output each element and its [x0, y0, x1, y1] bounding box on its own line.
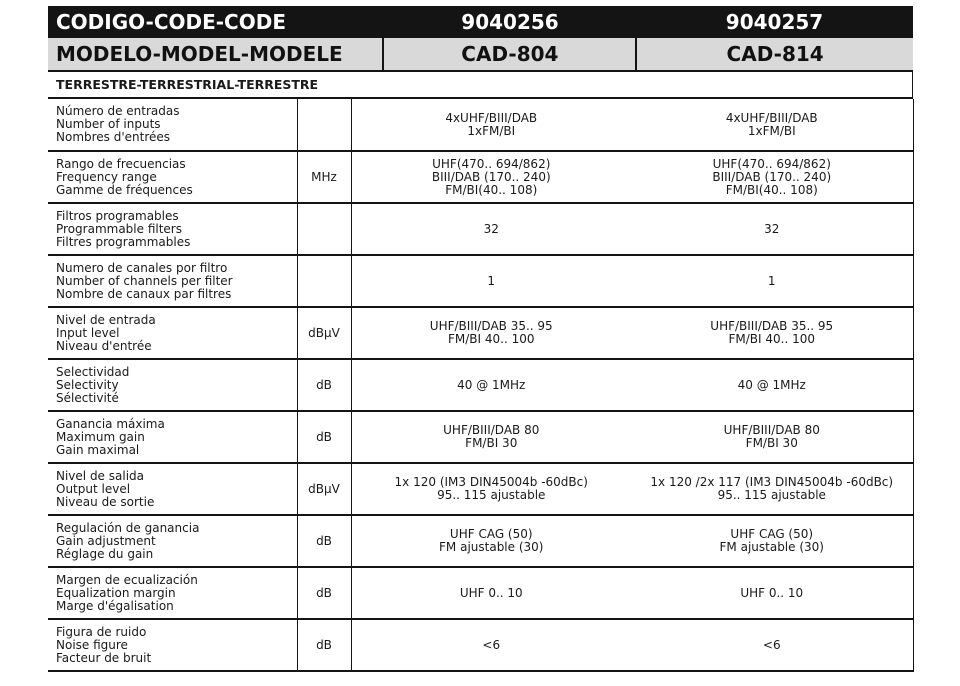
value-line: 1x 120 /2x 117 (IM3 DIN45004b -60dBc): [650, 475, 894, 489]
parameter-cell: [48, 307, 297, 359]
parameter-cell: [48, 99, 297, 151]
model-cad-814: CAD-814: [635, 38, 913, 70]
unit-cell: [297, 203, 351, 255]
value-line: FM ajustable (30): [439, 540, 544, 554]
code-label: CODIGO-CODE-CODE: [56, 10, 286, 34]
code-cad-814: 9040257: [725, 10, 824, 34]
spec-row: [48, 463, 913, 515]
section-title: TERRESTRE-TERRESTRIAL-TERRESTRE: [48, 72, 913, 99]
spec-row: [48, 411, 913, 463]
value-line: UHF CAG (50): [730, 527, 814, 541]
parameter-name-en: Number of inputs: [56, 117, 161, 131]
parameter-cell: [48, 567, 297, 619]
parameter-cell: [48, 411, 297, 463]
parameter-name-en: Number of channels per filter: [56, 273, 233, 288]
parameter-name-en: Programmable filters: [56, 221, 182, 236]
value-line: 4xUHF/BIII/DAB: [725, 110, 818, 125]
value-line: 1: [487, 273, 496, 288]
value-cad-804: [351, 255, 631, 307]
value-cad-804: [351, 99, 631, 151]
unit-cell: dB: [297, 619, 351, 671]
value-line: FM ajustable (30): [719, 540, 824, 554]
spec-row: [48, 619, 913, 671]
spec-row: [48, 307, 913, 359]
parameter-cell: [48, 203, 297, 255]
value-line: UHF/BIII/DAB 35.. 95: [710, 319, 834, 333]
value-cad-814: [631, 619, 913, 671]
value-line: UHF 0.. 10: [740, 585, 804, 600]
value-line: 32: [764, 221, 780, 236]
value-line: UHF/BIII/DAB 35.. 95: [429, 319, 553, 333]
parameter-name-es: Número de entradas: [56, 104, 180, 118]
parameter-name-fr: Nombres d'entrées: [56, 130, 171, 144]
model-cad-804: CAD-804: [382, 38, 635, 70]
parameter-name-en: Input level: [56, 325, 120, 340]
value-cad-804: [351, 463, 631, 515]
parameter-name-fr: Marge d'égalisation: [56, 598, 174, 613]
value-line: 1: [767, 273, 776, 288]
parameter-name-fr: Réglage du gain: [56, 546, 154, 561]
parameter-cell: [48, 463, 297, 515]
spec-row: [48, 203, 913, 255]
parameter-name-en: Frequency range: [56, 169, 157, 184]
parameter-name-es: Nivel de entrada: [56, 312, 156, 327]
value-line: UHF/BIII/DAB 80: [443, 423, 540, 437]
parameter-name-en: Gain adjustment: [56, 533, 156, 548]
parameter-name-fr: Facteur de bruit: [56, 650, 152, 665]
parameter-name-es: Filtros programables: [56, 208, 179, 223]
unit-cell: dB: [297, 411, 351, 463]
value-line: 1x 120 (IM3 DIN45004b -60dBc): [394, 475, 588, 489]
parameter-cell: [48, 359, 297, 411]
unit-cell: dBµV: [297, 463, 351, 515]
value-cad-814: [631, 307, 913, 359]
spec-row: [48, 359, 913, 411]
value-line: FM/BI 40.. 100: [447, 332, 535, 346]
value-cad-804: [351, 567, 631, 619]
parameter-cell: [48, 255, 297, 307]
parameter-name-fr: Filtres programmables: [56, 234, 191, 249]
value-line: <6: [762, 637, 781, 652]
value-line: 95.. 115 ajustable: [717, 488, 826, 502]
parameter-name-en: Output level: [56, 481, 131, 496]
parameter-name-fr: Niveau de sortie: [56, 494, 155, 509]
value-cad-804: [351, 307, 631, 359]
parameter-name-fr: Gain maximal: [56, 442, 140, 457]
value-line: BIII/DAB (170.. 240): [712, 169, 832, 184]
unit-cell: dB: [297, 567, 351, 619]
spec-sheet: [48, 6, 913, 672]
value-cad-814: [631, 463, 913, 515]
value-cad-804: [351, 619, 631, 671]
parameter-cell: [48, 151, 297, 203]
spec-row: [48, 567, 913, 619]
parameter-name-es: Nivel de salida: [56, 468, 145, 483]
spec-table: [48, 99, 914, 672]
value-cad-804: [351, 359, 631, 411]
parameter-name-fr: Sélectivité: [56, 390, 119, 405]
value-line: 40 @ 1MHz: [737, 377, 806, 392]
parameter-name-en: Noise figure: [56, 637, 128, 652]
value-line: FM/BI 30: [465, 436, 518, 450]
parameter-name-es: Ganancia máxima: [56, 416, 165, 431]
model-header-row: [48, 38, 913, 72]
parameter-name-en: Equalization margin: [56, 585, 176, 600]
value-line: UHF(470.. 694/862): [432, 156, 551, 171]
spec-row: [48, 515, 913, 567]
unit-cell: MHz: [297, 151, 351, 203]
value-cad-814: [631, 255, 913, 307]
value-line: FM/BI 40.. 100: [728, 332, 815, 346]
value-line: FM/BI(40.. 108): [725, 182, 818, 197]
value-cad-814: [631, 99, 913, 151]
value-cad-814: [631, 515, 913, 567]
parameter-name-fr: Nombre de canaux par filtres: [56, 286, 232, 301]
value-line: FM/BI(40.. 108): [445, 182, 538, 197]
parameter-name-es: Numero de canales por filtro: [56, 260, 228, 275]
unit-cell: [297, 255, 351, 307]
value-line: BIII/DAB (170.. 240): [431, 169, 551, 184]
value-line: 1xFM/BI: [467, 123, 516, 138]
value-line: 32: [483, 221, 499, 236]
unit-cell: dB: [297, 515, 351, 567]
value-line: 4xUHF/BIII/DAB: [445, 110, 538, 125]
unit-cell: dB: [297, 359, 351, 411]
value-line: UHF(470.. 694/862): [712, 156, 831, 171]
parameter-name-es: Selectividad: [56, 364, 130, 379]
code-cad-804: 9040256: [461, 10, 559, 34]
parameter-cell: [48, 619, 297, 671]
value-cad-804: [351, 151, 631, 203]
value-cad-804: [351, 411, 631, 463]
value-line: <6: [482, 637, 501, 652]
unit-cell: [297, 99, 351, 151]
value-line: 95.. 115 ajustable: [437, 488, 546, 502]
value-line: 40 @ 1MHz: [457, 377, 526, 392]
code-header-row: [48, 6, 913, 38]
value-cad-814: [631, 567, 913, 619]
parameter-name-es: Margen de ecualización: [56, 572, 198, 587]
value-line: UHF CAG (50): [449, 527, 533, 541]
value-line: UHF 0.. 10: [459, 585, 523, 600]
value-line: 1xFM/BI: [747, 123, 796, 138]
parameter-name-es: Figura de ruido: [56, 624, 147, 639]
value-cad-814: [631, 411, 913, 463]
value-cad-814: [631, 151, 913, 203]
unit-cell: dBµV: [297, 307, 351, 359]
parameter-cell: [48, 515, 297, 567]
spec-row: [48, 255, 913, 307]
value-cad-804: [351, 203, 631, 255]
parameter-name-fr: Gamme de fréquences: [56, 182, 193, 197]
parameter-name-es: Regulación de ganancia: [56, 520, 200, 535]
value-cad-814: [631, 203, 913, 255]
parameter-name-en: Maximum gain: [56, 429, 145, 444]
value-line: FM/BI 30: [745, 436, 798, 450]
spec-row: [48, 151, 913, 203]
value-cad-804: [351, 515, 631, 567]
parameter-name-es: Rango de frecuencias: [56, 156, 186, 171]
model-label: MODELO-MODEL-MODELE: [56, 42, 343, 66]
parameter-name-en: Selectivity: [56, 377, 119, 392]
spec-row: [48, 99, 913, 151]
value-line: UHF/BIII/DAB 80: [723, 423, 820, 437]
value-cad-814: [631, 359, 913, 411]
parameter-name-fr: Niveau d'entrée: [56, 338, 152, 353]
